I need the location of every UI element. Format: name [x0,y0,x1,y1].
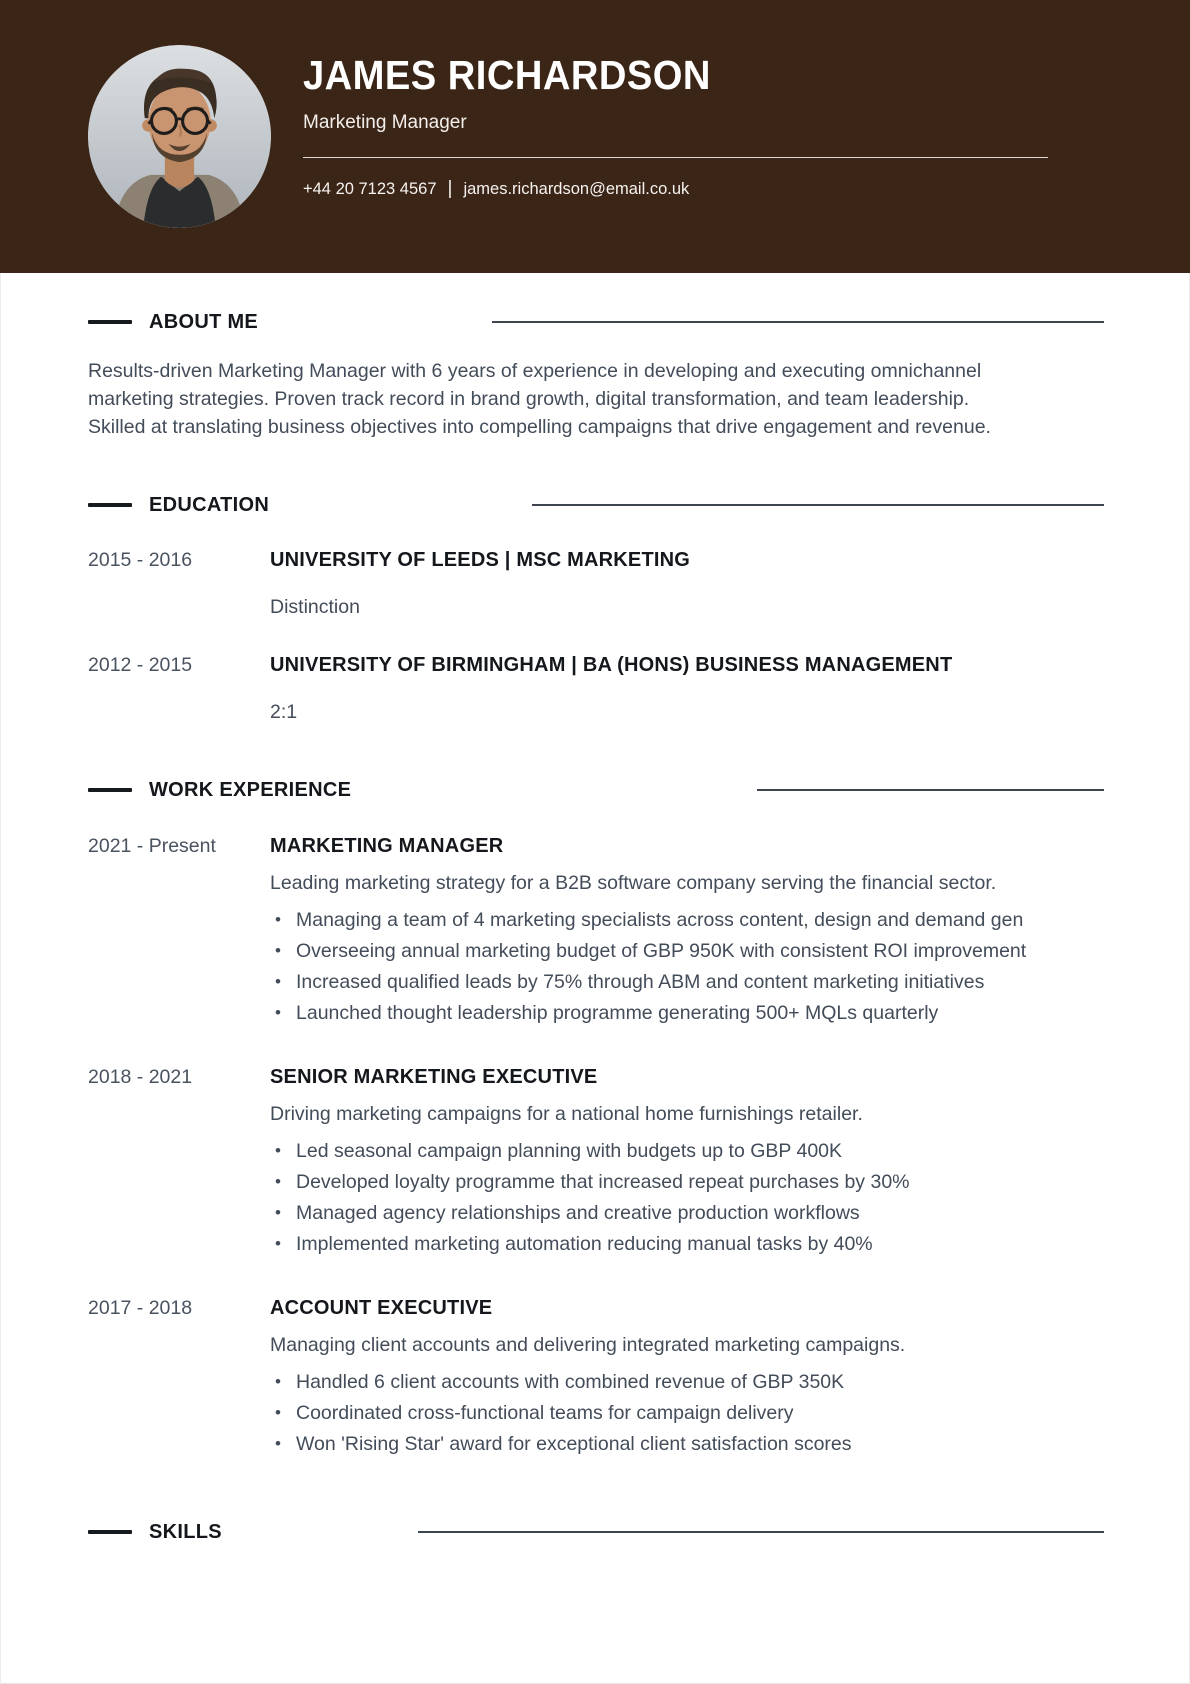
work-bullet [270,1000,1104,1026]
work-bullet [270,1169,1104,1195]
section-header-work [88,780,1104,800]
education-grade: Distinction [270,596,360,618]
work-bullet [270,1369,1104,1395]
work-bullet-text: Increased qualified leads by 75% through ABM and content marketing initiatives [296,971,985,993]
work-bullet-text: Managed agency relationships and creative production workflows [296,1202,860,1224]
section-rule-about [492,321,1104,323]
section-title-work: WORK EXPERIENCE [149,778,352,801]
bullet-dot-icon: • [275,1141,281,1160]
section-rule-work [757,789,1104,791]
bullet-dot-icon: • [275,1003,281,1022]
section-header-education [88,495,1104,515]
header-divider-line [303,157,1048,158]
education-entry-detail [88,594,1104,620]
work-dates: 2018 - 2021 [88,1066,193,1088]
work-dates: 2021 - Present [88,835,216,857]
section-dash-icon [88,1530,132,1534]
header-banner [0,0,1190,273]
section-title-education: EDUCATION [149,493,270,516]
work-bullet-list [270,907,1104,1026]
bullet-dot-icon: • [275,972,281,991]
work-bullet-list [270,1369,1104,1457]
about-paragraph: Results-driven Marketing Manager with 6 years of experience in developing and executing omnichannel marketing strategies. Proven track record in brand growth, digital transformation, and team leadership. Skilled at translating business objectives into compelling campaigns that drive engagement and revenue. [88,360,991,438]
work-bullet [270,1200,1104,1226]
bullet-dot-icon: • [275,1234,281,1253]
bullet-dot-icon: • [275,1403,281,1422]
person-name: JAMES RICHARDSON [303,52,711,98]
bullet-dot-icon: • [275,1372,281,1391]
section-dash-icon [88,320,132,324]
contact-separator: | [447,178,453,199]
section-title-about: ABOUT ME [149,310,259,333]
work-entry-main [270,833,1104,1031]
work-bullet-list [270,1138,1104,1257]
work-bullet [270,1231,1104,1257]
phone-number: +44 20 7123 4567 [303,180,437,198]
education-dates: 2012 - 2015 [88,654,193,676]
work-bullet-text: Implemented marketing automation reducing manual tasks by 40% [296,1233,873,1255]
work-summary: Leading marketing strategy for a B2B software company serving the financial sector. [270,872,997,894]
section-dash-icon [88,788,132,792]
bullet-dot-icon: • [275,1434,281,1453]
work-bullet-text: Overseeing annual marketing budget of GBP 950K with consistent ROI improvement [296,940,1027,962]
bullet-dot-icon: • [275,910,281,929]
work-bullet-text: Won 'Rising Star' award for exceptional client satisfaction scores [296,1433,852,1455]
work-entry-main [270,1064,1104,1262]
resume-body [0,312,1190,1542]
section-header-skills [88,1522,1104,1542]
work-summary: Driving marketing campaigns for a national home furnishings retailer. [270,1103,863,1125]
section-title-skills: SKILLS [149,1520,222,1543]
portrait-illustration [88,45,271,228]
education-entry [88,547,1104,573]
education-degree-title: UNIVERSITY OF BIRMINGHAM | BA (HONS) BUSINESS MANAGEMENT [270,654,953,676]
work-bullet [270,1138,1104,1164]
contact-line [303,178,1103,200]
work-role-title: MARKETING MANAGER [270,835,504,857]
work-dates: 2017 - 2018 [88,1297,193,1319]
section-rule-skills [418,1531,1104,1533]
work-bullet-text: Coordinated cross-functional teams for campaign delivery [296,1402,794,1424]
education-grade: 2:1 [270,701,298,723]
education-entry-detail [88,699,1104,725]
work-entry [88,1295,1104,1462]
person-job-title: Marketing Manager [303,112,467,133]
work-bullet-text: Managing a team of 4 marketing specialists across content, design and demand gen [296,909,1024,931]
work-bullet [270,969,1104,995]
work-bullet [270,1400,1104,1426]
work-summary: Managing client accounts and delivering integrated marketing campaigns. [270,1334,906,1356]
work-bullet-text: Handled 6 client accounts with combined revenue of GBP 350K [296,1371,845,1393]
work-entry [88,1064,1104,1262]
work-role-title: ACCOUNT EXECUTIVE [270,1297,493,1319]
bullet-dot-icon: • [275,1203,281,1222]
bullet-dot-icon: • [275,1172,281,1191]
section-header-about [88,312,1104,332]
education-degree-title: UNIVERSITY OF LEEDS | MSC MARKETING [270,549,691,571]
email-address: james.richardson@email.co.uk [463,180,690,198]
work-bullet-text: Developed loyalty programme that increased repeat purchases by 30% [296,1171,910,1193]
education-dates: 2015 - 2016 [88,549,193,571]
work-entry-main [270,1295,1104,1462]
work-bullet [270,938,1104,964]
work-bullet [270,907,1104,933]
work-bullet-text: Led seasonal campaign planning with budgets up to GBP 400K [296,1140,843,1162]
section-rule-education [532,504,1104,506]
work-entry [88,833,1104,1031]
header-text-block [303,0,1103,200]
work-bullet [270,1431,1104,1457]
work-role-title: SENIOR MARKETING EXECUTIVE [270,1066,598,1088]
education-entry [88,652,1104,678]
section-dash-icon [88,503,132,507]
work-bullet-text: Launched thought leadership programme generating 500+ MQLs quarterly [296,1002,939,1024]
bullet-dot-icon: • [275,941,281,960]
profile-photo [88,45,271,228]
